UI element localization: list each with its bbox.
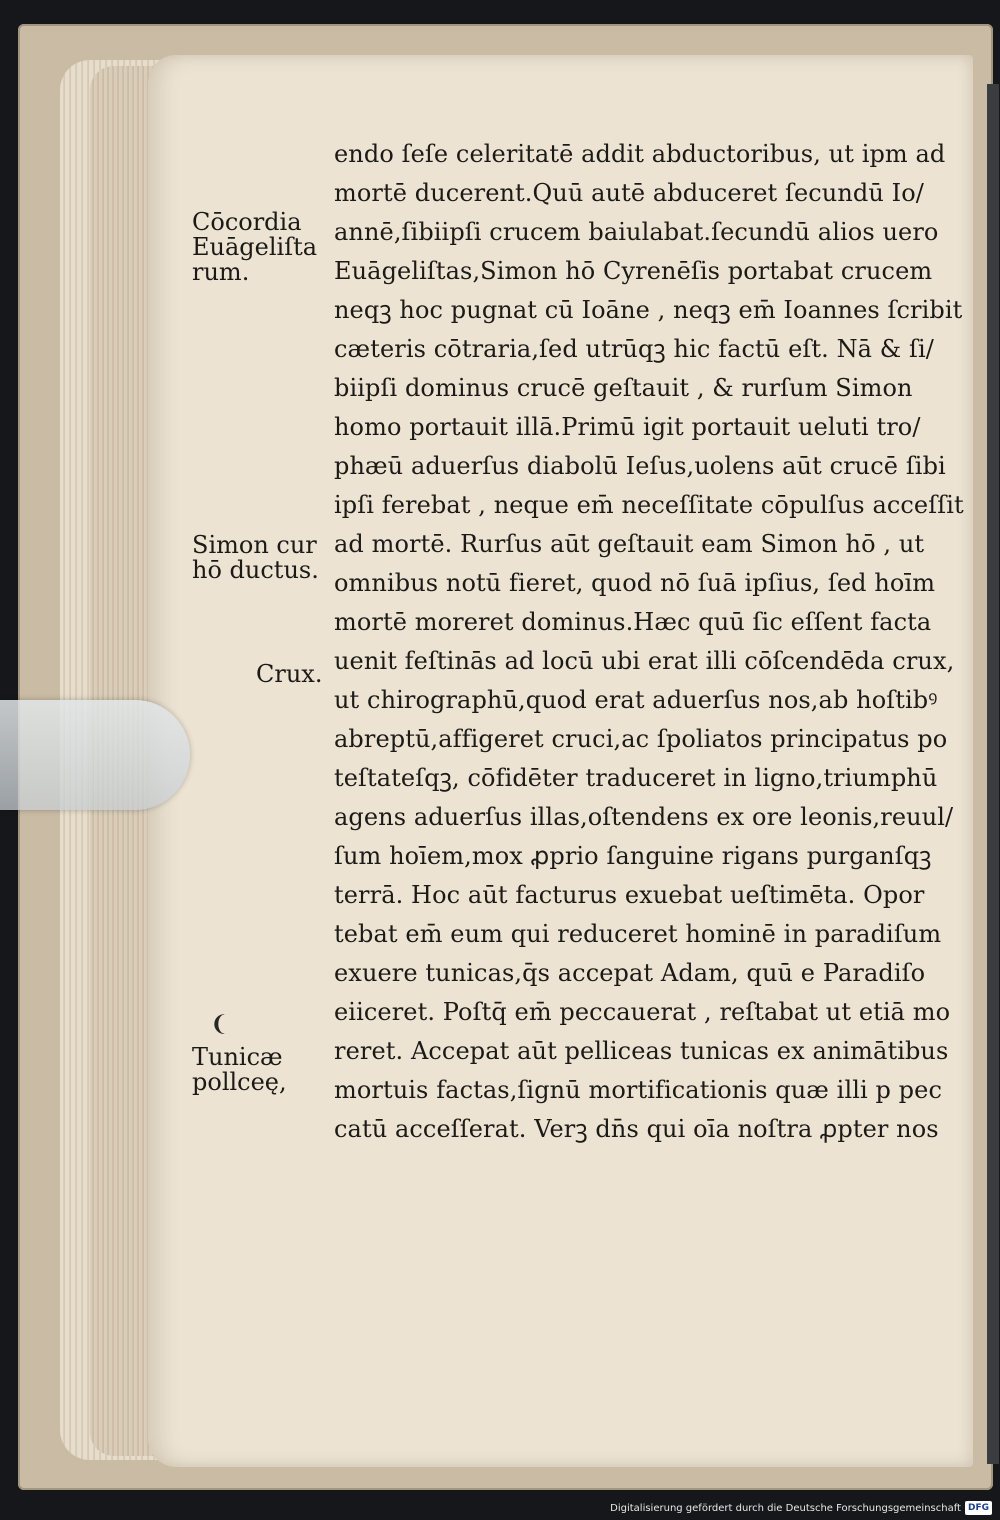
text-line: omnibus notū fieret, quod nō ſuā ipſius, ſed hoīm: [334, 569, 936, 597]
text-line: uenit feſtinās ad locū ubi erat illi cōſcendēda crux,: [334, 647, 955, 675]
text-line: reret. Accepat aūt pelliceas tunicas ex animātibus: [334, 1037, 949, 1065]
margin-note-line: Crux.: [256, 660, 323, 688]
margin-note-simon: [192, 533, 319, 583]
text-line: ut chirographū,quod erat aduerſus nos,ab hoſtibꝰ: [334, 686, 938, 714]
text-line: annē,ſibiipſi crucem baiulabat.ſecundū alios uero: [334, 218, 939, 246]
text-line: agens aduerſus illas,oſtendens ex ore leonis,reuul/: [334, 803, 954, 831]
margin-note-line: Tunicæ: [192, 1043, 283, 1071]
text-line: ad mortē. Rurſus aūt geſtauit eam Simon hō , ut: [334, 530, 925, 558]
credit-text: Digitalisierung gefördert durch die Deutsche Forschungsgemeinschaft: [610, 1502, 961, 1514]
text-line: mortuis factas,ſignū mortificationis quæ illi p pec: [334, 1076, 942, 1104]
text-line: phæū aduerſus diabolū Ieſus,uolens aūt crucē ſibi: [334, 452, 946, 480]
text-line: neqꝫ hoc pugnat cū Ioāne , neqꝫ em̄ Ioannes ſcribit: [334, 296, 963, 324]
text-line: Euāgeliſtas,Simon hō Cyrenēſis portabat crucem: [334, 257, 933, 285]
body-text: [334, 135, 964, 1149]
margin-note-line: hō ductus.: [192, 556, 319, 584]
text-line: tebat em̄ eum qui reduceret hominē in paradiſum: [334, 920, 942, 948]
text-line: ipſi ferebat , neque em̄ neceſſitate cōpulſus acceſſit: [334, 491, 964, 519]
text-line: teſtateſqꝫ, cōfidēter traduceret in ligno,triumphū: [334, 764, 938, 792]
margin-note-line: Simon cur: [192, 531, 317, 559]
text-line: abreptū,affigeret cruci,ac ſpoliatos principatus po: [334, 725, 948, 753]
text-line: mortē moreret dominus.Hæc quū ſic eſſent facta: [334, 608, 932, 636]
paragraph-mark-icon: ❨: [210, 1012, 229, 1037]
text-line: endo ſeſe celeritatē addit abductoribus, ut ipm ad: [334, 140, 946, 168]
page-clip: [0, 700, 190, 810]
text-line: eiiceret. Poſtq̄ em̄ peccauerat , reſtabat ut etiā mo: [334, 998, 951, 1026]
text-line: catū acceſſerat. Verꝫ dn̄s qui oīa noſtra ꝓpter nos: [334, 1115, 939, 1143]
margin-note-concordia: [192, 210, 317, 285]
text-line: cæteris cōtraria,ſed utrūqꝫ hic factū eſt. Nā & ſi/: [334, 335, 934, 363]
margin-note-tunicae: [192, 1045, 287, 1095]
margin-note-crux: [256, 662, 322, 687]
dfg-logo: DFG: [965, 1501, 992, 1515]
text-line: ſum hoīem,mox ꝓprio ſanguine rigans purganſqꝫ: [334, 842, 932, 870]
text-line: biipſi dominus crucē geſtauit , & rurſum Simon: [334, 374, 913, 402]
text-line: terrā. Hoc aūt facturus exuebat ueſtimēta. Opor: [334, 881, 925, 909]
margin-note-line: Cōcordia: [192, 208, 302, 236]
text-line: mortē ducerent.Quū autē abduceret ſecundū Io/: [334, 179, 924, 207]
margin-note-line: pollceę,: [192, 1068, 287, 1096]
margin-note-line: rum.: [192, 258, 250, 286]
margin-note-line: Euāgeliſta: [192, 233, 318, 261]
text-line: exuere tunicas,q̄s accepat Adam, quū e Paradiſo: [334, 959, 926, 987]
digitization-credit: [610, 1500, 992, 1516]
text-line: homo portauit illā.Primū igit portauit ueluti tro/: [334, 413, 921, 441]
